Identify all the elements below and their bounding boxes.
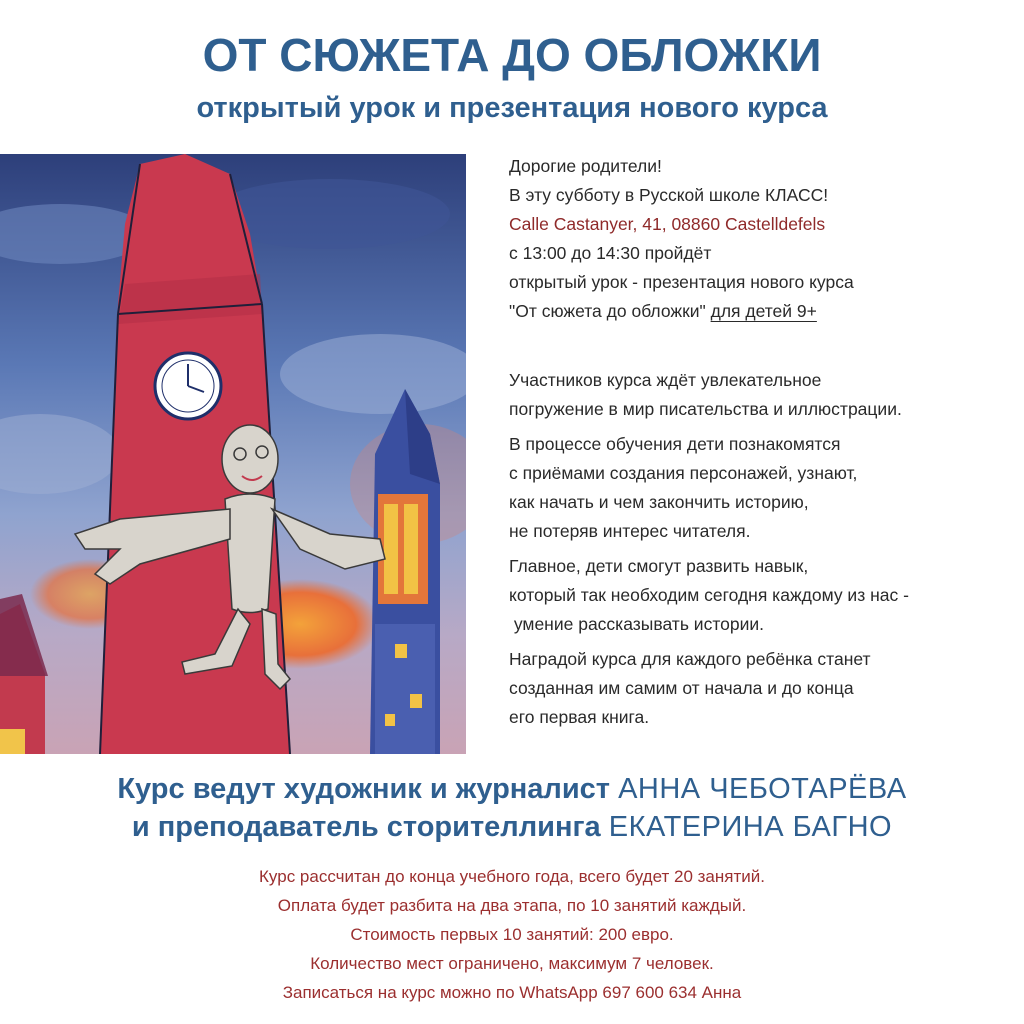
paragraph-line: умение рассказывать истории. — [509, 614, 765, 634]
child-painting-illustration — [0, 154, 466, 754]
paragraph-line: Наградой курса для каждого ребёнка станет — [509, 649, 871, 669]
course-name-line — [509, 297, 1009, 326]
paragraph-line: В процессе обучения дети познакомятся — [509, 434, 841, 454]
age-label: для детей 9+ — [710, 301, 817, 321]
info-line: Записаться на курс можно по WhatsApp 697 600 634 Анна — [282, 983, 742, 1002]
paragraph-line: погружение в мир писательства и иллюстрации. — [509, 399, 902, 419]
school-line: В эту субботу в Русской школе КЛАСС! — [509, 185, 829, 205]
info-line: Курс рассчитан до конца учебного года, всего будет 20 занятий. — [259, 867, 765, 886]
paragraph-line: не потеряв интерес читателя. — [509, 521, 751, 541]
info-line: Оплата будет разбита на два этапа, по 10 занятий каждый. — [277, 896, 747, 915]
course-name: "От сюжета до обложки" — [509, 301, 706, 321]
info-line: Стоимость первых 10 занятий: 200 евро. — [350, 925, 674, 944]
paragraph — [509, 430, 1009, 546]
page-title: ОТ СЮЖЕТА ДО ОБЛОЖКИ — [202, 29, 822, 81]
paragraph — [509, 366, 1009, 424]
teacher-line-2 — [0, 808, 1024, 846]
paragraph-line: Участников курса ждёт увлекательное — [509, 370, 822, 390]
time-line: с 13:00 до 14:30 пройдёт — [509, 243, 712, 263]
paragraph-line: как начать и чем закончить историю, — [509, 492, 809, 512]
page-subtitle: открытый урок и презентация нового курса — [196, 92, 828, 124]
announcement-text — [509, 152, 1009, 732]
teacher-1-name: АННА ЧЕБОТАРЁВА — [618, 773, 907, 805]
paragraph-line: который так необходим сегодня каждому из нас - — [509, 585, 909, 605]
address: Calle Castanyer, 41, 08860 Castelldefels — [509, 214, 826, 234]
teacher-2-name: ЕКАТЕРИНА БАГНО — [608, 811, 893, 843]
teacher-2-prefix: и преподаватель сторителлинга — [131, 811, 609, 843]
info-line: Количество мест ограничено, максимум 7 человек. — [310, 954, 714, 973]
teachers-block — [0, 770, 1024, 846]
greeting: Дорогие родители! — [509, 156, 662, 176]
paragraph — [509, 552, 1009, 639]
paragraph-line: созданная им самим от начала и до конца — [509, 678, 854, 698]
paragraph-line: его первая книга. — [509, 707, 650, 727]
teacher-line-1 — [0, 770, 1024, 808]
event-line: открытый урок - презентация нового курса — [509, 272, 854, 292]
paragraph — [509, 645, 1009, 732]
paragraph-line: с приёмами создания персонажей, узнают, — [509, 463, 858, 483]
teacher-1-prefix: Курс ведут художник и журналист — [117, 773, 619, 805]
paragraph-line: Главное, дети смогут развить навык, — [509, 556, 809, 576]
course-info — [0, 862, 1024, 1007]
